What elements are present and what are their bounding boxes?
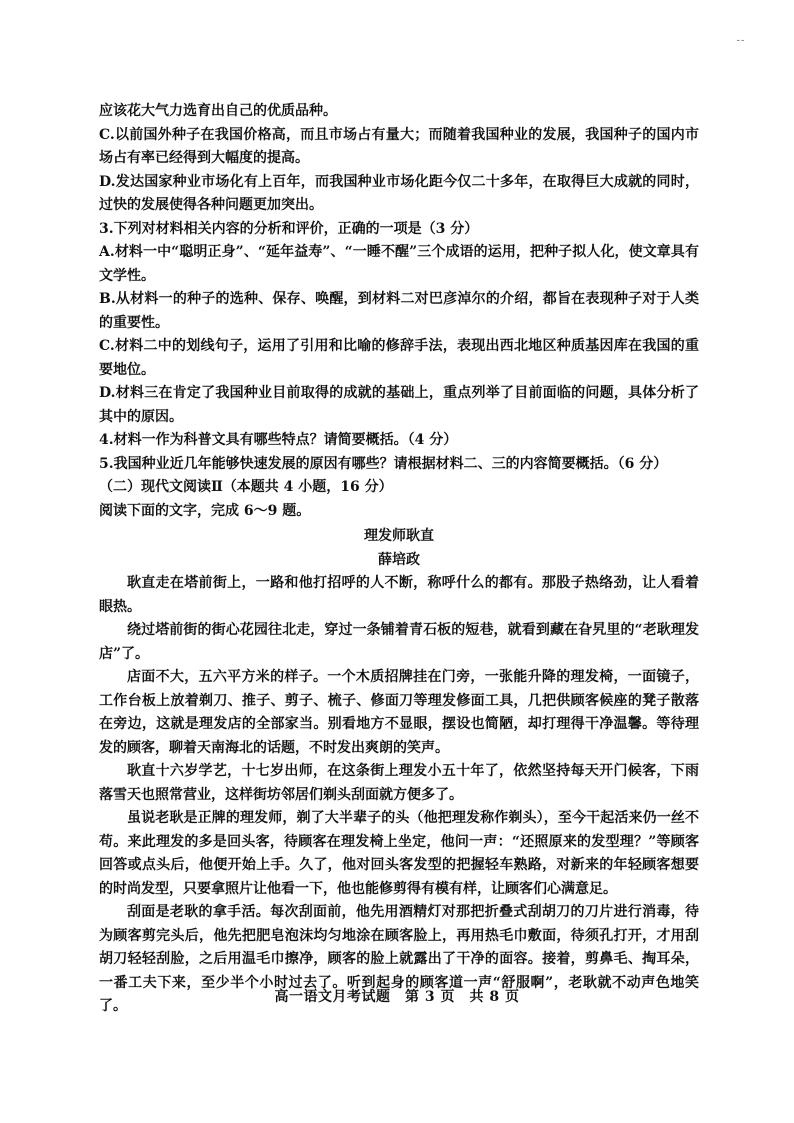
question-5: 5.我国种业近几年能够快速发展的原因有哪些？请根据材料二、三的内容简要概括。（6 分）: [99, 455, 668, 472]
page-footer: 高一语文月考试题 第 3 页 共 8 页: [274, 989, 520, 1005]
question-3-option-a: A.材料一中“聪明正身”、“延年益寿”、“一睡不醒”三个成语的运用，把种子拟人化，使文章具有文学性。: [99, 244, 699, 284]
article-title: 理发师耿直: [364, 528, 434, 544]
section-heading: （二）现代文阅读Ⅱ（本题共 4 小题，16 分）: [99, 479, 393, 495]
article-paragraph-4: 耿直十六岁学艺，十七岁出师，在这条街上理发小五十年了，依然坚持每天开门候客，下雨落雪天也照常营业，这样街坊邻居们剃头刮面就方便多了。: [99, 763, 699, 803]
question-3-option-b: B.从材料一的种子的选种、保存、唤醒，到材料二对巴彦淖尔的介绍，都旨在表现种子对于人类的重要性。: [99, 291, 699, 331]
question-4: 4.材料一作为科普文具有哪些特点？请简要概括。（4 分）: [99, 432, 458, 448]
question-3: 3.下列对材料相关内容的分析和评价，正确的一项是（3 分）: [99, 220, 479, 237]
question-3-option-d: D.材料三在肯定了我国种业目前取得的成就的基础上，重点列举了目前面临的问题，具体分析了其中的原因。: [99, 385, 699, 425]
article-paragraph-5: 虽说老耿是正牌的理发师，剃了大半辈子的头（他把理发称作剃头），至今干起活来仍一丝不苟。来此理发的多是回头客，待顾客在理发椅上坐定，他问一声：“还照原来的发型理？”等顾客回答或点头后，他便开始上手。久了，他对回头客发型的把握轻车熟路，对新来的年轻顾客想要的时尚发型，只要拿照片让他看一下，他也能修剪得有模有样，让顾客们心满意足。: [99, 810, 699, 897]
reading-instruction: 阅读下面的文字，完成 6～9 题。: [99, 502, 311, 519]
corner-mark: ˉˉ: [736, 40, 745, 50]
question-3-option-c: C.材料二中的划线句子，运用了引用和比喻的修辞手法，表现出西北地区种质基因库在我国的重要地位。: [99, 338, 699, 378]
article-paragraph-3: 店面不大，五六平方米的样子。一个木质招牌挂在门旁，一张能升降的理发椅，一面镜子，工作台板上放着剃刀、推子、剪子、梳子、修面刀等理发修面工具，几把供顾客候座的凳子散落在旁边，这就是理发店的全部家当。别看地方不显眼，摆设也简陋，却打理得干净温馨。等待理发的顾客，聊着天南海北的话题，不时发出爽朗的笑声。: [99, 669, 699, 756]
page-content: [99, 100, 699, 1019]
option-c: C.以前国外种子在我国价格高，而且市场占有量大；而随着我国种业的发展，我国种子的国内市场占有率已经得到大幅度的提高。: [99, 126, 699, 166]
article-paragraph-2: 绕过塔前街的街心花园往北走，穿过一条铺着青石板的短巷，就看到藏在旮旯里的“老耿理发店”了。: [99, 622, 699, 662]
option-d: D.发达国家种业市场化有上百年，而我国种业市场化距今仅二十多年，在取得巨大成就的同时，过快的发展使得各种问题更加突出。: [99, 173, 699, 213]
article-author: 薛培政: [378, 551, 420, 568]
option-b-continuation: 应该花大气力选育出自己的优质品种。: [99, 103, 337, 119]
article-paragraph-6: 刮面是老耿的拿手活。每次刮面前，他先用酒精灯对那把折叠式刮胡刀的刀片进行消毒，待为顾客剪完头后，他先把肥皂泡沫均匀地涂在顾客脸上，再用热毛巾敷面，待须孔打开，才用刮胡刀轻轻刮脸，之后用温毛巾擦净，顾客的脸上就露出了干净的面容。接着，剪鼻毛、掏耳朵，一番工夫下来，至少半个小时过去了。听到起身的顾客道一声“舒服啊”，老耿就不动声色地笑了。: [99, 904, 699, 1014]
article-paragraph-1: 耿直走在塔前街上，一路和他打招呼的人不断，称呼什么的都有。那股子热络劲，让人看着眼热。: [99, 575, 699, 615]
